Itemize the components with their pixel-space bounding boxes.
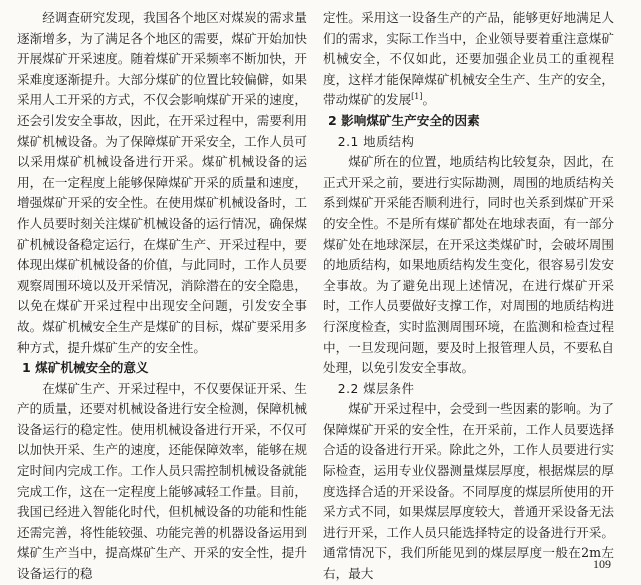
subsection-2-2-paragraph: 煤矿开采过程中，会受到一些因素的影响。为了保障煤矿开采的安全性，在开采前，工作人员要选择合适的设备进行开采。除此之外，工作人员要进行实际检查，运用专业仪器测量煤层厚度，根据煤层的厚度选择合适的开采设备。不同厚度的煤层所使用的开采方式不同，如果煤层厚度较大，普通开采设备无法进行开采，工作人员只能选择特定的设备进行开采。通常情况下，我们所能见到的煤层厚度一般在2m左右，最大 (323, 401, 614, 582)
section-heading-1: 1 煤矿机械安全的意义 (22, 360, 149, 376)
intro-paragraph: 经调查研究发现，我国各个地区对煤炭的需求量逐渐增多，为了满足各个地区的需要，煤矿开始加快开展煤矿开采速度。随着煤矿开采频率不断加快，开采难度逐渐提升。大部分煤矿的位置比较偏僻，如果采用人工开采的方式，不仅会影响煤矿开采的速度，还会引发安全事故，因此，在开采过程中，需要利用煤矿机械设备。为了保障煤矿开采安全，工作人员可以采用煤矿机械设备进行开采。煤矿机械设备的运用，在一定程度上能够保障煤矿开采的质量和速度，增强煤矿开采的安全性。在使用煤矿机械设备时，工作人员要时刻关注煤矿机械设备的运行情况，确保煤矿机械设备稳定运行，在煤矿生产、开采过程中，要体现出煤矿机械设备的价值，与此同时，工作人员要观察周围环境以及开采情况，消除潜在的安全隐患，以免在煤矿开采过程中出现安全问题，引发安全事故。煤矿机械安全生产是煤矿的目标，煤矿要采用多种方式，提升煤矿生产的安全性。 (17, 10, 307, 355)
continued-paragraph (323, 8, 614, 111)
page-number: 109 (593, 557, 611, 571)
right-column (323, 8, 614, 585)
section-1-paragraph: 在煤矿生产、开采过程中，不仅要保证开采、生产的质量，还要对机械设备进行安全检测，保障机械设备运行的稳定性。使用机械设备进行开采，不仅可以加快开采、生产的速度，还能保障效率，能够在规定时间内完成工作。工作人员只需控制机械设备就能完成工作，这在一定程度上能够减轻工作量。目前，我国已经进入智能化时代，但机械设备的功能和性能还需完善，将性能较强、功能完善的机器设备运用到煤矿生产当中，提高煤矿生产、开采的安全性，提升设备运行的稳 (17, 380, 307, 582)
subsection-heading-2-2: 2.2 煤层条件 (337, 381, 415, 396)
left-column (17, 8, 307, 585)
section-heading-2: 2 影响煤矿生产安全的因素 (328, 112, 480, 128)
citation-ref[interactable]: [1] (411, 92, 423, 102)
subsection-2-1-paragraph: 煤矿所在的位置，地质结构比较复杂，因此，在正式开采之前，要进行实际勘测，周围的地质结构关系到煤矿开采能否顺利进行，同时也关系到煤矿开采的安全性。不是所有煤矿都处在地球表面，有一部分煤矿处在地球深层，在开采这类煤矿时，会破坏周围的地质结构，如果地质结构发生变化，很容易引发安全事故。为了避免出现上述情况，在进行煤矿开采时，工作人员要做好支撑工作，对周围的地质结构进行深度检查，实时监测周围环境，在监测和检查过程中，一旦发现问题，要及时上报管理人员，不要私自处理，以免引发安全事故。 (323, 154, 614, 376)
continued-text: 定性。采用这一设备生产的产品，能够更好地满足人们的需求，实际工作当中，企业领导要着重注意煤矿机械安全，不仅如此，还要加强企业员工的重视程度，这样才能保障煤矿机械安全生产、生产的安全，带动煤矿的发展 (323, 10, 614, 108)
continued-end: 。 (422, 92, 436, 108)
subsection-heading-2-1: 2.1 地质结构 (337, 134, 415, 149)
